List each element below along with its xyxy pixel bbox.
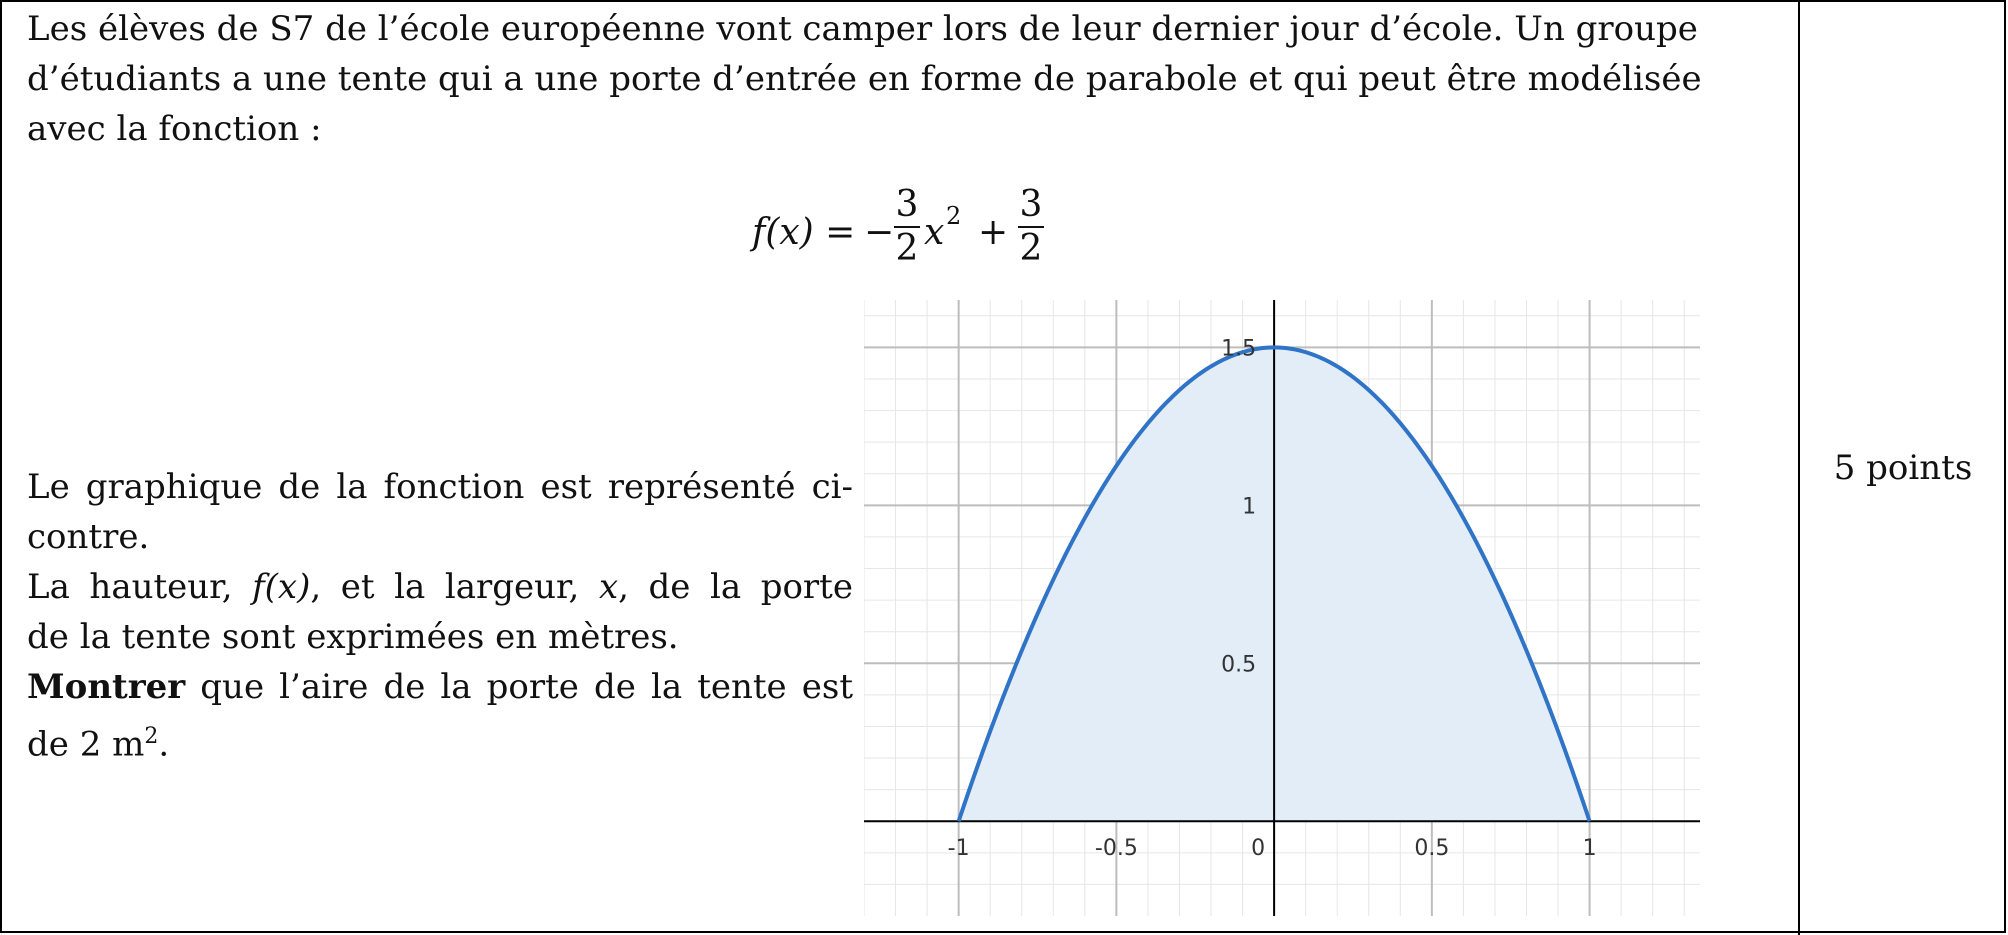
function-formula xyxy=(752,182,1052,282)
statement-unit-exponent: 2 xyxy=(144,724,159,749)
points-cell xyxy=(1800,0,2006,935)
fraction-1-numerator: 3 xyxy=(895,184,919,225)
formula-minus: − xyxy=(864,212,895,253)
statement-text-4: de la tente sont exprimées en mètres. xyxy=(27,617,679,657)
statement-text-6: de 2 m xyxy=(27,724,145,765)
fraction-2-numerator: 3 xyxy=(1019,184,1043,225)
statement-line-3 xyxy=(27,562,853,612)
formula-plus: + xyxy=(978,212,1009,253)
statement-line-4 xyxy=(27,612,853,662)
formula-fraction-1 xyxy=(894,186,920,268)
statement-montrer: Montrer xyxy=(27,667,186,707)
y-tick-label: 0.5 xyxy=(1221,652,1257,678)
statement-text-2: contre. xyxy=(27,517,150,557)
x-tick-label: -0.5 xyxy=(1094,836,1138,862)
intro-line-1: Les élèves de S7 de l’école européenne vont camper lors de leur dernier jour d’école. Un groupe xyxy=(27,9,1698,49)
statement-line-5 xyxy=(27,662,853,712)
formula-exponent: 2 xyxy=(946,202,962,230)
x-tick-label: 0.5 xyxy=(1414,836,1450,862)
x-tick-label: -1 xyxy=(947,836,970,862)
statement-text-3c: , de la porte xyxy=(618,567,853,607)
statement-line-1 xyxy=(27,462,853,512)
problem-intro xyxy=(27,4,1775,154)
intro-line-2: d’étudiants a une tente qui a une porte d’entrée en forme de parabole et qui peut être modélisée xyxy=(27,59,1702,99)
fraction-1-denominator: 2 xyxy=(895,228,919,269)
statement-x: x xyxy=(598,567,619,607)
statement-fx: f(x) xyxy=(252,567,311,607)
y-tick-label: 1 xyxy=(1242,494,1257,520)
statement-text-3b: , et la largeur, xyxy=(310,567,599,607)
statement-text-3a: La hauteur, xyxy=(27,567,253,607)
statement-line-6 xyxy=(27,712,853,769)
x-tick-label: 0 xyxy=(1251,836,1266,862)
statement-text-6-end: . xyxy=(158,724,170,765)
intro-line-3: avec la fonction : xyxy=(27,109,322,149)
formula-lhs: f(x) = xyxy=(752,212,856,253)
formula-fraction-2 xyxy=(1018,186,1044,268)
statement-text-1: Le graphique de la fonction est représenté ci- xyxy=(27,467,853,507)
formula-x: x xyxy=(924,212,945,253)
statement-text-5: que l’aire de la porte de la tente est xyxy=(185,667,853,707)
problem-statement xyxy=(27,462,853,769)
points-label: 5 points xyxy=(1833,447,1973,488)
x-tick-label: 1 xyxy=(1582,836,1597,862)
statement-line-2 xyxy=(27,512,853,562)
y-tick-label: 1.5 xyxy=(1221,336,1257,362)
parabola-graph xyxy=(864,300,1700,916)
fraction-2-denominator: 2 xyxy=(1019,228,1043,269)
